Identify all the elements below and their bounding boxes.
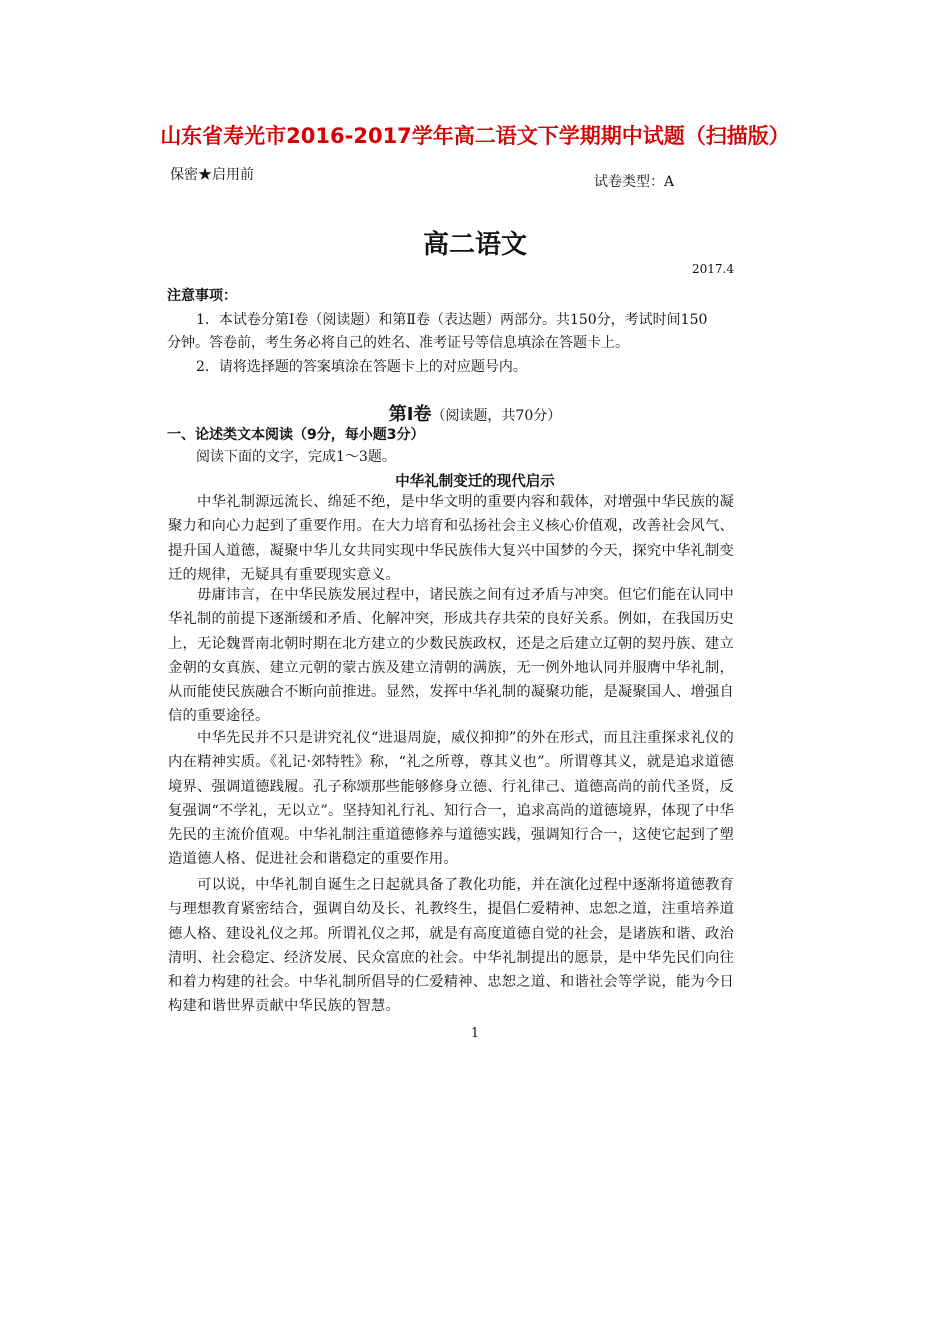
paper-type-label: 试卷类型：A xyxy=(594,174,675,190)
part-heading: 一、论述类文本阅读（9分，每小题3分） xyxy=(167,427,425,443)
section-title: 第Ⅰ卷 xyxy=(388,404,432,425)
notes-item-1-line-2: 分钟。答卷前，考生务必将自己的姓名、准考证号等信息填涂在答题卡上。 xyxy=(167,335,629,351)
article-title: 中华礼制变迁的现代启示 xyxy=(395,474,555,490)
article-paragraph-1: 中华礼制源远流长、绵延不绝，是中华文明的重要内容和载体，对增强中华民族的凝聚力和向心力起到了重要作用。在大力培育和弘扬社会主义核心价值观，改善社会风气、提升国人道德，凝聚中华儿女共同实现中华民族伟大复兴中国梦的今天，探究中华礼制变迁的规律，无疑具有重要现实意义。 xyxy=(168,494,734,583)
article-paragraph-3: 中华先民并不只是讲究礼仪“进退周旋，威仪抑抑”的外在形式，而且注重探求礼仪的内在精神实质。《礼记·郊特牲》称，“礼之所尊，尊其义也”。所谓尊其义，就是追求道德境界、强调道德践履。孔子称颂那些能够修身立德、行礼律己、道德高尚的前代圣贤，反复强调“不学礼，无以立”。坚持知礼行礼、知行合一，追求高尚的道德境界，体现了中华先民的主流价值观。中华礼制注重道德修养与道德实践，强调知行合一，这使它起到了塑造道德人格、促进社会和谐稳定的重要作用。 xyxy=(168,730,734,868)
notes-item-2: 2．请将选择题的答案填涂在答题卡上的对应题号内。 xyxy=(196,359,527,375)
notes-heading: 注意事项： xyxy=(167,288,237,304)
secret-label: 保密★启用前 xyxy=(170,167,254,183)
section-heading xyxy=(0,400,950,426)
article-paragraph-2: 毋庸讳言，在中华民族发展过程中，诸民族之间有过矛盾与冲突。但它们能在认同中华礼制的前提下逐渐缓和矛盾、化解冲突，形成共存共荣的良好关系。例如，在我国历史上，无论魏晋南北朝时期在北方建立的少数民族政权，还是之后建立辽朝的契丹族、建立金朝的女真族、建立元朝的蒙古族及建立清朝的满族，无一例外地认同并服膺中华礼制，从而能使民族融合不断向前推进。显然，发挥中华礼制的凝聚功能，是凝聚国人、增强自信的重要途径。 xyxy=(168,587,734,725)
notes-item-1-line-1: 1．本试卷分第Ⅰ卷（阅读题）和第Ⅱ卷（表达题）两部分。共150分，考试时间150 xyxy=(196,312,708,328)
article-paragraph-4: 可以说，中华礼制自诞生之日起就具备了教化功能，并在演化过程中逐渐将道德教育与理想教育紧密结合，强调自幼及长、礼教终生，提倡仁爱精神、忠恕之道，注重培养道德人格、建设礼仪之邦。所谓礼仪之邦，就是有高度道德自觉的社会，是诸族和谐、政治清明、社会稳定、经济发展、民众富庶的社会。中华礼制提出的愿景，是中华先民们向往和着力构建的社会。中华礼制所倡导的仁爱精神、忠恕之道、和谐社会等学说，能为今日构建和谐世界贡献中华民族的智慧。 xyxy=(168,877,734,1015)
page-number: 1 xyxy=(470,1026,480,1041)
page-title: 高二语文 xyxy=(422,230,527,260)
document-red-title: 山东省寿光市2016-2017学年高二语文下学期期中试题（扫描版） xyxy=(160,124,790,148)
exam-date: 2017.4 xyxy=(692,262,734,276)
section-subtitle: （阅读题，共70分） xyxy=(431,408,562,424)
part-instruction: 阅读下面的文字，完成1～3题。 xyxy=(196,449,396,465)
